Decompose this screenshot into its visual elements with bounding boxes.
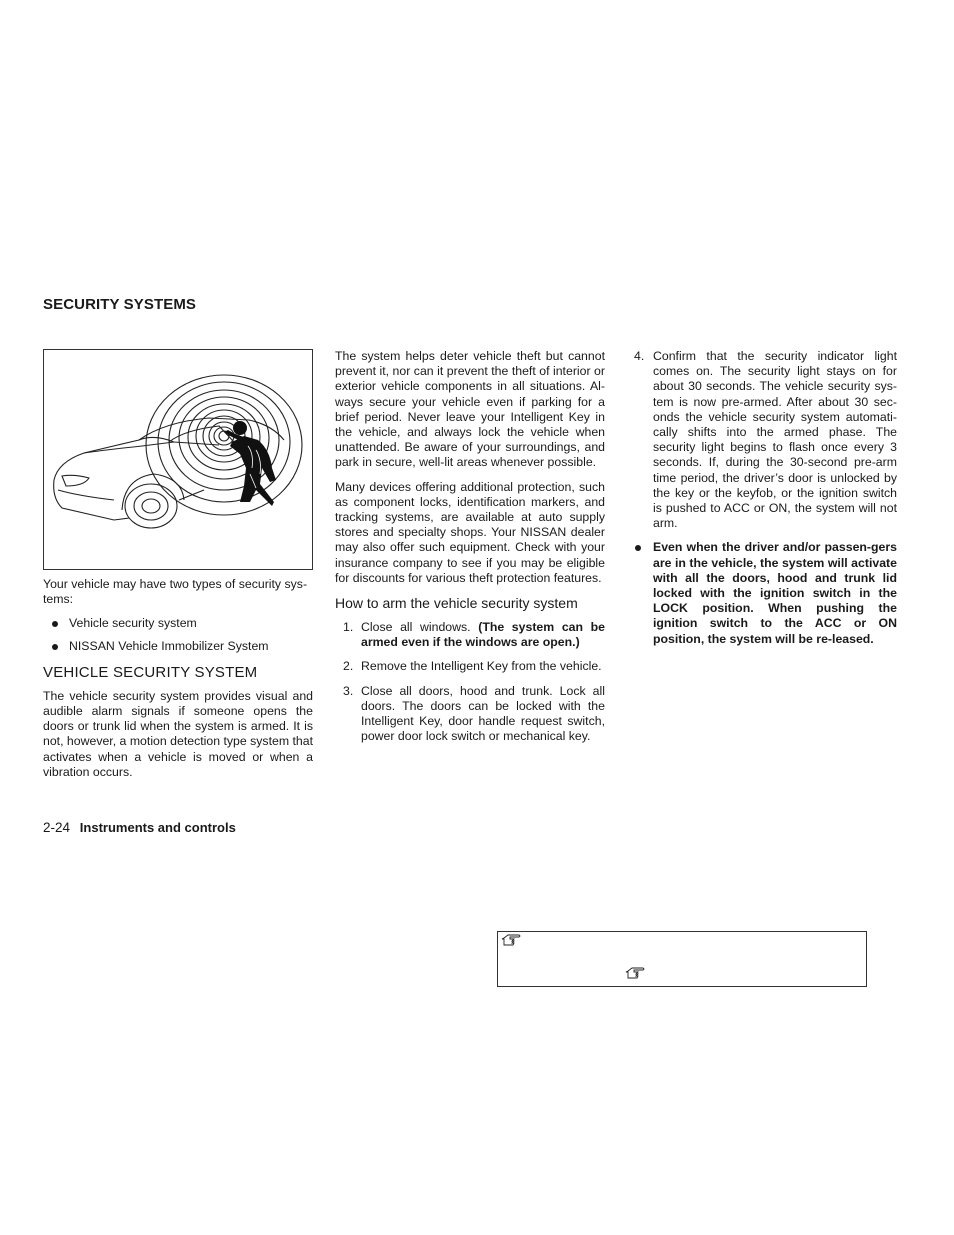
page-number: 2-24 bbox=[43, 820, 71, 835]
section-title: SECURITY SYSTEMS bbox=[43, 296, 197, 313]
step-number: 2. bbox=[343, 659, 354, 674]
column-2 bbox=[335, 349, 605, 753]
list-item bbox=[335, 620, 605, 650]
chapter-title: Instruments and controls bbox=[79, 820, 236, 835]
arm-steps-list bbox=[335, 620, 605, 744]
list-item: Vehicle security system bbox=[43, 616, 313, 631]
list-item bbox=[633, 349, 897, 531]
step-text: Remove the Intelligent Key from the vehicle. bbox=[361, 659, 602, 674]
pointing-hand-icon bbox=[625, 967, 645, 979]
intro-paragraph: Your vehicle may have two types of security sys-tems: bbox=[43, 577, 308, 607]
security-illustration bbox=[43, 349, 313, 570]
deter-theft-paragraph: The system helps deter vehicle theft but cannot prevent it, nor can it prevent the theft of interior or exterior vehicle components in all situations. Al-ways secure your vehicle even if parking for a brief period. Never leave your Intelligent Key in the vehicle, and always lock the vehicle when unattended. Be aware of your surroundings, and park in secure, well-lit areas whenever possible. bbox=[335, 349, 605, 470]
step-number: 3. bbox=[343, 683, 354, 698]
how-to-arm-heading: How to arm the vehicle security system bbox=[335, 595, 578, 612]
step-note: (The system can be armed even if the windows are open.) bbox=[361, 620, 605, 650]
pointing-hand-icon bbox=[501, 934, 521, 946]
step-text: Close all windows. bbox=[361, 620, 479, 635]
step-text: Close all doors, hood and trunk. Lock all doors. The doors can be locked with the Intelligent Key, door handle request switch, power door lock switch or mechanical key. bbox=[361, 683, 605, 744]
column-3 bbox=[633, 349, 897, 647]
vehicle-security-heading: VEHICLE SECURITY SYSTEM bbox=[43, 663, 258, 681]
list-item: NISSAN Vehicle Immobilizer System bbox=[43, 639, 313, 654]
page-footer bbox=[43, 820, 236, 835]
list-item bbox=[335, 684, 605, 745]
step-number: 1. bbox=[343, 620, 354, 635]
step-text: Confirm that the security indicator light comes on. The security light stays on for about 30 seconds. The vehicle security sys-tem is now pre-armed. After about 30 sec-onds the vehicle security system automati-cally shifts into the armed phase. The security light begins to flash once every 3 seconds. If, during the 30-second pre-arm time period, the driver’s door is unlocked by the key or the keyfob, or the ignition switch is pushed to ACC or ON, the system will not arm. bbox=[653, 349, 897, 531]
column-1 bbox=[43, 349, 313, 789]
note-box bbox=[497, 931, 867, 987]
arm-steps-continued bbox=[633, 349, 897, 531]
list-item bbox=[335, 659, 605, 674]
vehicle-security-paragraph: The vehicle security system provides visual and audible alarm signals if someone opens the doors or trunk lid when the system is armed. It is not, however, a motion detection type system that activates when a vehicle is moved or when a vibration occurs. bbox=[43, 688, 313, 779]
car-thief-illustration bbox=[44, 350, 312, 569]
warning-bullet: Even when the driver and/or passen-gers are in the vehicle, the system will activate with all the doors, hood and trunk lid locked with the ignition switch in the LOCK position. When pushing the ignition switch to the ACC or ON position, the system will be re-leased. bbox=[633, 540, 897, 646]
security-types-list bbox=[43, 616, 313, 653]
devices-paragraph: Many devices offering additional protection, such as component locks, identification markers, and tracking systems, are available at auto supply stores and specialty shops. Your NISSAN dealer may also offer such equipment. Check with your insurance company to see if you may be eligible for discounts for various theft protection features. bbox=[335, 479, 605, 585]
step-number: 4. bbox=[634, 349, 645, 363]
